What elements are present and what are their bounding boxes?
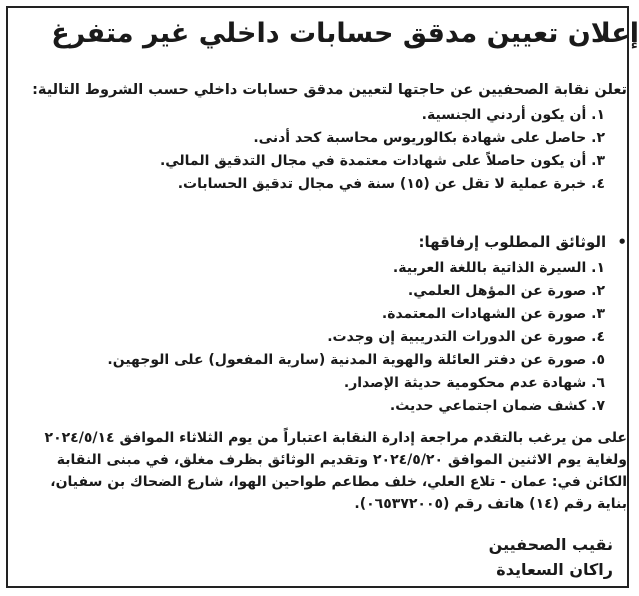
announcement-title: إعلان تعيين مدقق حسابات داخلي غير متفرغ <box>51 18 639 49</box>
bullet-icon: • <box>617 233 627 251</box>
document-item: ٢. صورة عن المؤهل العلمي. <box>407 283 605 299</box>
condition-item: ١. أن يكون أردني الجنسية. <box>421 107 605 123</box>
document-item: ١. السيرة الذاتية باللغة العربية. <box>392 260 605 276</box>
intro-text: تعلن نقابة الصحفيين عن حاجتها لتعيين مدقق حسابات داخلي حسب الشروط التالية: <box>32 82 627 98</box>
document-item: ٧. كشف ضمان اجتماعي حديث. <box>389 398 605 414</box>
signature-name: راكان السعايدة <box>496 560 613 579</box>
closing-paragraph: على من يرغب بالتقدم مراجعة إدارة النقابة اعتباراً من يوم الثلاثاء الموافق ٢٠٢٤/٥/١٤ ولغاية يوم الاثنين الموافق ٢٠٢٤/٥/٢٠ وتقديم الوثائق بظرف مغلق، في مبنى النقابة الكائن في: عمان - تلاع العلي، خلف مطاعم طواحين الهوا، شارع الضحاك بن سفيان، بناية رقم (١٤) هاتف رقم (٠٦٥٣٧٢٠٠٥). <box>44 430 627 512</box>
documents-heading <box>27 233 627 251</box>
document-item: ٤. صورة عن الدورات التدريبية إن وجدت. <box>327 329 605 345</box>
condition-item: ٣. أن يكون حاصلاً على شهادات معتمدة في مجال التدقيق المالي. <box>159 153 605 169</box>
document-item: ٣. صورة عن الشهادات المعتمدة. <box>381 306 605 322</box>
document-item: ٥. صورة عن دفتر العائلة والهوية المدنية (سارية المفعول) على الوجهين. <box>107 352 605 368</box>
document-item: ٦. شهادة عدم محكومية حديثة الإصدار. <box>343 375 605 391</box>
conditions-list <box>27 104 627 196</box>
signature-title: نقيب الصحفيين <box>488 535 613 554</box>
condition-item: ٢. حاصل على شهادة بكالوريوس محاسبة كحد أدنى. <box>253 130 605 146</box>
documents-list <box>27 257 627 418</box>
documents-heading-text: الوثائق المطلوب إرفاقها: <box>418 233 607 251</box>
condition-item: ٤. خبرة عملية لا تقل عن (١٥) سنة في مجال تدقيق الحسابات. <box>177 176 605 192</box>
